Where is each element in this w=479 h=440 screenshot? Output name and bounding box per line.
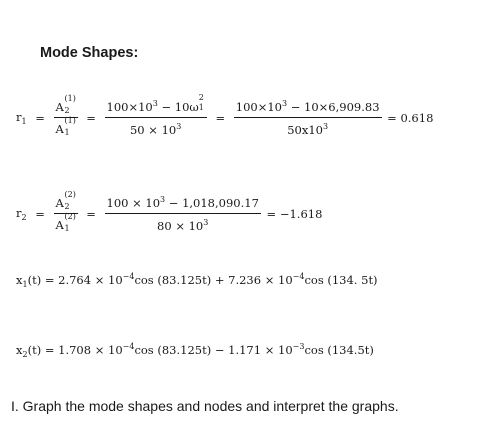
equals-sign: =: [86, 207, 96, 221]
r2-lhs: $r_2$: [16, 206, 27, 222]
r1-equation: [16, 93, 438, 137]
r2-equation: [16, 190, 327, 233]
r1-numeric-fraction: $\frac{100\times 10^3 - 10\times 6,909.83}{50x10^3}$: [235, 99, 380, 137]
equals-sign: =: [35, 111, 45, 125]
equals-sign: =: [215, 111, 226, 125]
equals-sign: =: [35, 207, 45, 221]
x2-response-equation: $x_2(t) = 1.708 \times 10^{-4}\cos$ $(83.125t) - 1.171 \times 10^{-3}\cos$ (134.5t): [16, 342, 374, 359]
r1-lhs: $r_1$: [16, 110, 27, 126]
question-text: I. Graph the mode shapes and nodes and interpret the graphs.: [11, 398, 399, 414]
x1-response-equation: $x_1(t) = 2.764 \times 10^{-4}\cos$ $(83.125t) + 7.236 \times 10^{-4}\cos$ (134. 5t): [16, 272, 378, 289]
r1-frequency-fraction: $100\times 10^3 - 10\omega$ 2 1 $50 \times 10^3$: [105, 99, 207, 137]
r1-result: = 0.618: [387, 111, 434, 125]
r2-numeric-fraction: $\frac{100 \times 10^3 - 1,018,090.17}{80 \times 10^3}$: [106, 195, 259, 233]
page-title: Mode Shapes:: [40, 45, 139, 61]
equals-sign: =: [86, 111, 96, 125]
r2-result: = −1.618: [266, 207, 323, 221]
r2-amplitude-ratio: A (2) 2 A (2) 1: [55, 190, 76, 233]
r1-amplitude-ratio: A (1) 2 A (1) 1: [55, 94, 76, 137]
